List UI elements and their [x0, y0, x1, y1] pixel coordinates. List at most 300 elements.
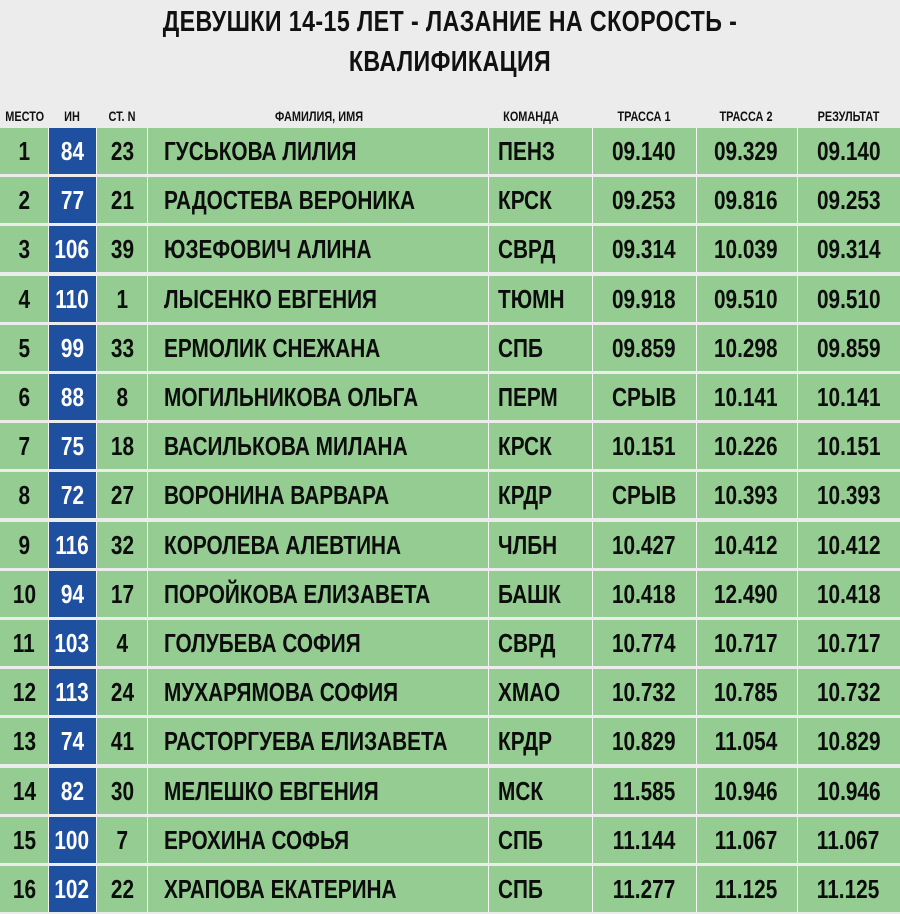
athlete-name-cell	[150, 177, 488, 223]
athlete-name-cell	[150, 226, 488, 272]
place-cell	[0, 325, 48, 371]
column-divider	[592, 128, 593, 174]
column-divider	[48, 768, 49, 814]
column-divider	[797, 423, 798, 469]
place-cell-text: 8	[18, 480, 30, 510]
table-row	[0, 128, 900, 174]
column-divider	[147, 571, 148, 617]
column-divider	[696, 177, 697, 223]
result-cell-text: 11.125	[817, 874, 880, 904]
place-cell-text: 2	[18, 185, 30, 215]
track2-time-cell	[696, 276, 796, 322]
start-number-cell-text: 4	[116, 628, 128, 658]
result-cell-text: 10.732	[816, 677, 881, 707]
team-cell	[492, 669, 586, 715]
column-divider	[48, 718, 49, 764]
track1-time-cell-text: СРЫВ	[611, 382, 677, 412]
team-cell	[492, 128, 586, 174]
track1-time-cell-text: 10.151	[612, 431, 676, 461]
column-divider	[48, 669, 49, 715]
column-divider	[696, 325, 697, 371]
track2-time-cell-text: 10.785	[714, 677, 778, 707]
id-number-cell	[48, 522, 96, 568]
team-cell	[492, 817, 586, 863]
table-row	[0, 423, 900, 469]
column-divider	[797, 571, 798, 617]
column-divider	[488, 128, 489, 174]
athlete-name-cell-text: РАСТОРГУЕВА ЕЛИЗАВЕТА	[164, 726, 448, 756]
track2-time-cell-text: 10.717	[714, 628, 778, 658]
column-divider	[592, 522, 593, 568]
column-divider	[48, 472, 49, 518]
track1-time-cell-text: 09.859	[612, 333, 676, 363]
column-divider	[488, 472, 489, 518]
table-row	[0, 374, 900, 420]
column-divider	[696, 522, 697, 568]
start-number-cell-text: 39	[110, 234, 134, 264]
place-cell	[0, 276, 48, 322]
track2-time-cell-text: 10.039	[714, 234, 778, 264]
place-cell-text: 13	[12, 726, 36, 756]
column-divider	[592, 718, 593, 764]
athlete-name-cell	[150, 472, 488, 518]
column-divider	[797, 325, 798, 371]
track2-time-cell	[696, 374, 796, 420]
column-divider	[592, 226, 593, 272]
track1-time-cell	[592, 620, 696, 666]
column-divider	[696, 718, 697, 764]
place-cell-text: 12	[12, 677, 36, 707]
id-number-cell-text: 84	[60, 136, 84, 166]
start-number-cell	[97, 620, 147, 666]
header-team: КОМАНДА	[503, 108, 559, 124]
track1-time-cell	[592, 276, 696, 322]
place-cell-text: 6	[18, 382, 30, 412]
column-divider	[592, 866, 593, 912]
column-divider	[147, 226, 148, 272]
start-number-cell-text: 27	[110, 480, 134, 510]
start-number-cell	[97, 226, 147, 272]
track1-time-cell	[592, 325, 696, 371]
table-row	[0, 669, 900, 715]
column-divider	[96, 522, 97, 568]
id-number-cell	[48, 571, 96, 617]
column-divider	[488, 276, 489, 322]
track1-time-cell	[592, 817, 696, 863]
team-cell-text: БАШК	[498, 579, 561, 609]
header-track1: ТРАССА 1	[617, 108, 671, 124]
team-cell-text: СПБ	[498, 333, 543, 363]
column-divider	[797, 768, 798, 814]
place-cell-text: 11	[13, 628, 35, 658]
column-divider	[797, 177, 798, 223]
table-row	[0, 866, 900, 912]
table-row	[0, 325, 900, 371]
result-cell-text: 11.067	[817, 825, 880, 855]
athlete-name-cell	[150, 718, 488, 764]
column-divider	[96, 423, 97, 469]
track2-time-cell-text: 10.298	[714, 333, 778, 363]
id-number-cell	[48, 817, 96, 863]
column-divider	[696, 423, 697, 469]
place-cell	[0, 472, 48, 518]
team-cell	[492, 472, 586, 518]
table-row	[0, 472, 900, 518]
column-divider	[592, 817, 593, 863]
track1-time-cell-text: 11.144	[612, 825, 676, 855]
team-cell	[492, 226, 586, 272]
track2-time-cell-text: 10.226	[714, 431, 778, 461]
column-divider	[797, 620, 798, 666]
column-divider	[696, 226, 697, 272]
athlete-name-cell-text: ПОРОЙКОВА ЕЛИЗАВЕТА	[164, 579, 431, 609]
track1-time-cell-text: 09.253	[612, 185, 676, 215]
result-cell-text: 10.946	[816, 776, 881, 806]
place-cell	[0, 866, 48, 912]
track1-time-cell-text: 10.774	[612, 628, 676, 658]
column-divider	[48, 866, 49, 912]
athlete-name-cell-text: МОГИЛЬНИКОВА ОЛЬГА	[164, 382, 419, 412]
team-cell-text: ЧЛБН	[498, 530, 558, 560]
track1-time-cell	[592, 571, 696, 617]
column-divider	[696, 866, 697, 912]
header-track2: ТРАССА 2	[719, 108, 773, 124]
athlete-name-cell-text: ВОРОНИНА ВАРВАРА	[164, 480, 390, 510]
table-row	[0, 571, 900, 617]
track2-time-cell-text: 09.816	[714, 185, 778, 215]
column-divider	[48, 817, 49, 863]
track1-time-cell-text: 10.829	[612, 726, 676, 756]
table-row	[0, 522, 900, 568]
column-divider	[147, 768, 148, 814]
column-divider	[96, 768, 97, 814]
result-cell	[797, 128, 900, 174]
track2-time-cell	[696, 472, 796, 518]
id-number-cell-text: 94	[60, 579, 84, 609]
place-cell	[0, 768, 48, 814]
team-cell-text: КРСК	[498, 431, 552, 461]
result-cell	[797, 817, 900, 863]
id-number-cell-text: 100	[54, 825, 90, 855]
result-cell	[797, 423, 900, 469]
team-cell	[492, 571, 586, 617]
athlete-name-cell	[150, 620, 488, 666]
column-divider	[96, 276, 97, 322]
result-cell	[797, 374, 900, 420]
header-result: РЕЗУЛЬТАТ	[817, 108, 880, 124]
result-cell-text: 09.253	[816, 185, 881, 215]
athlete-name-cell	[150, 522, 488, 568]
place-cell	[0, 571, 48, 617]
column-divider	[696, 374, 697, 420]
column-divider	[96, 226, 97, 272]
track1-time-cell	[592, 669, 696, 715]
id-number-cell	[48, 177, 96, 223]
place-cell	[0, 669, 48, 715]
athlete-name-cell-text: ЛЫСЕНКО ЕВГЕНИЯ	[164, 284, 378, 314]
place-cell	[0, 226, 48, 272]
column-divider	[797, 374, 798, 420]
start-number-cell	[97, 718, 147, 764]
athlete-name-cell	[150, 817, 488, 863]
track2-time-cell	[696, 718, 796, 764]
place-cell-text: 4	[18, 284, 30, 314]
track1-time-cell-text: 10.427	[612, 530, 676, 560]
result-cell	[797, 522, 900, 568]
column-divider	[48, 177, 49, 223]
column-divider	[147, 423, 148, 469]
track2-time-cell	[696, 226, 796, 272]
column-divider	[96, 374, 97, 420]
id-number-cell-text: 75	[60, 431, 84, 461]
column-divider	[147, 718, 148, 764]
place-cell	[0, 423, 48, 469]
column-divider	[48, 620, 49, 666]
table-header	[0, 105, 900, 127]
start-number-cell-text: 30	[110, 776, 134, 806]
team-cell	[492, 374, 586, 420]
result-cell-text: 09.314	[816, 234, 881, 264]
start-number-cell	[97, 177, 147, 223]
header-start-number: СТ. N	[108, 108, 136, 124]
track1-time-cell-text: 10.732	[612, 677, 676, 707]
track1-time-cell	[592, 472, 696, 518]
track2-time-cell	[696, 423, 796, 469]
column-divider	[696, 817, 697, 863]
column-divider	[592, 669, 593, 715]
track1-time-cell-text: 10.418	[612, 579, 676, 609]
header-name: ФАМИЛИЯ, ИМЯ	[274, 108, 364, 124]
athlete-name-cell	[150, 669, 488, 715]
column-divider	[48, 226, 49, 272]
id-number-cell	[48, 472, 96, 518]
column-divider	[488, 817, 489, 863]
id-number-cell-text: 72	[60, 480, 84, 510]
result-cell	[797, 620, 900, 666]
column-divider	[488, 423, 489, 469]
place-cell-text: 7	[18, 431, 30, 461]
track1-time-cell-text: 11.277	[612, 874, 676, 904]
start-number-cell-text: 32	[110, 530, 134, 560]
start-number-cell	[97, 522, 147, 568]
result-cell	[797, 571, 900, 617]
column-divider	[592, 423, 593, 469]
track1-time-cell	[592, 423, 696, 469]
place-cell-text: 16	[12, 874, 36, 904]
place-cell	[0, 718, 48, 764]
result-cell-text: 09.510	[816, 284, 881, 314]
track2-time-cell-text: 10.412	[714, 530, 778, 560]
table-row	[0, 276, 900, 322]
column-divider	[592, 768, 593, 814]
column-divider	[147, 177, 148, 223]
athlete-name-cell-text: КОРОЛЕВА АЛЕВТИНА	[164, 530, 402, 560]
team-cell-text: КРДР	[498, 480, 552, 510]
start-number-cell-text: 24	[110, 677, 134, 707]
team-cell	[492, 620, 586, 666]
track2-time-cell-text: 12.490	[714, 579, 778, 609]
column-divider	[48, 374, 49, 420]
track1-time-cell	[592, 177, 696, 223]
id-number-cell-text: 113	[55, 677, 89, 707]
column-divider	[96, 718, 97, 764]
id-number-cell-text: 103	[54, 628, 90, 658]
start-number-cell	[97, 128, 147, 174]
place-cell-text: 3	[18, 234, 30, 264]
track2-time-cell-text: 10.393	[714, 480, 778, 510]
start-number-cell-text: 33	[110, 333, 134, 363]
id-number-cell	[48, 866, 96, 912]
athlete-name-cell-text: ХРАПОВА ЕКАТЕРИНА	[164, 874, 397, 904]
track2-time-cell-text: 10.141	[714, 382, 778, 412]
id-number-cell	[48, 423, 96, 469]
column-divider	[797, 669, 798, 715]
track2-time-cell	[696, 866, 796, 912]
athlete-name-cell	[150, 866, 488, 912]
id-number-cell-text: 106	[54, 234, 90, 264]
column-divider	[48, 325, 49, 371]
place-cell-text: 15	[12, 825, 36, 855]
result-cell-text: 10.418	[816, 579, 881, 609]
track2-time-cell-text: 11.067	[714, 825, 778, 855]
team-cell	[492, 768, 586, 814]
athlete-name-cell-text: ГУСЬКОВА ЛИЛИЯ	[164, 136, 357, 166]
team-cell	[492, 325, 586, 371]
start-number-cell-text: 8	[116, 382, 128, 412]
column-divider	[147, 669, 148, 715]
team-cell	[492, 718, 586, 764]
table-row	[0, 768, 900, 814]
start-number-cell-text: 7	[116, 825, 128, 855]
place-cell	[0, 620, 48, 666]
track2-time-cell	[696, 620, 796, 666]
start-number-cell	[97, 423, 147, 469]
start-number-cell	[97, 669, 147, 715]
result-cell-text: 10.412	[816, 530, 881, 560]
id-number-cell	[48, 325, 96, 371]
track1-time-cell	[592, 226, 696, 272]
place-cell-text: 1	[18, 136, 30, 166]
table-row	[0, 226, 900, 272]
result-cell-text: 09.859	[816, 333, 881, 363]
column-divider	[797, 522, 798, 568]
team-cell-text: ТЮМН	[498, 284, 565, 314]
column-divider	[147, 374, 148, 420]
id-number-cell	[48, 226, 96, 272]
start-number-cell	[97, 325, 147, 371]
column-divider	[696, 620, 697, 666]
athlete-name-cell	[150, 423, 488, 469]
team-cell	[492, 276, 586, 322]
place-cell-text: 14	[12, 776, 36, 806]
athlete-name-cell	[150, 768, 488, 814]
id-number-cell-text: 74	[60, 726, 84, 756]
team-cell-text: СПБ	[498, 825, 543, 855]
team-cell-text: СПБ	[498, 874, 543, 904]
column-divider	[797, 276, 798, 322]
athlete-name-cell	[150, 276, 488, 322]
id-number-cell	[48, 620, 96, 666]
header-place: МЕСТО	[5, 108, 45, 124]
column-divider	[592, 620, 593, 666]
column-divider	[797, 472, 798, 518]
column-divider	[797, 128, 798, 174]
result-cell-text: 10.393	[816, 480, 881, 510]
id-number-cell-text: 82	[60, 776, 84, 806]
column-divider	[96, 620, 97, 666]
column-divider	[488, 177, 489, 223]
result-cell	[797, 177, 900, 223]
column-divider	[696, 128, 697, 174]
column-divider	[488, 620, 489, 666]
track1-time-cell-text: 11.585	[612, 776, 676, 806]
column-divider	[592, 325, 593, 371]
start-number-cell-text: 1	[116, 284, 128, 314]
table-row	[0, 718, 900, 764]
column-divider	[797, 817, 798, 863]
athlete-name-cell-text: ЕРОХИНА СОФЬЯ	[164, 825, 350, 855]
result-cell-text: 10.717	[816, 628, 881, 658]
column-divider	[592, 177, 593, 223]
start-number-cell-text: 18	[110, 431, 134, 461]
team-cell-text: КРДР	[498, 726, 552, 756]
team-cell-text: ХМАО	[498, 677, 561, 707]
column-divider	[696, 571, 697, 617]
column-divider	[488, 571, 489, 617]
result-cell	[797, 669, 900, 715]
team-cell	[492, 177, 586, 223]
table-row	[0, 817, 900, 863]
track2-time-cell	[696, 177, 796, 223]
id-number-cell	[48, 669, 96, 715]
athlete-name-cell	[150, 571, 488, 617]
column-divider	[48, 522, 49, 568]
track1-time-cell	[592, 718, 696, 764]
id-number-cell-text: 88	[60, 382, 84, 412]
column-divider	[488, 718, 489, 764]
start-number-cell	[97, 866, 147, 912]
column-divider	[96, 325, 97, 371]
id-number-cell-text: 102	[54, 874, 90, 904]
page-title: ДЕВУШКИ 14-15 ЛЕТ - ЛАЗАНИЕ НА СКОРОСТЬ - КВАЛИФИКАЦИЯ	[162, 6, 738, 78]
track1-time-cell	[592, 128, 696, 174]
start-number-cell	[97, 571, 147, 617]
header-id: ИН	[64, 108, 80, 124]
column-divider	[488, 226, 489, 272]
place-cell-text: 9	[18, 530, 30, 560]
column-divider	[48, 423, 49, 469]
team-cell-text: ПЕНЗ	[498, 136, 555, 166]
column-divider	[797, 866, 798, 912]
athlete-name-cell-text: ЕРМОЛИК СНЕЖАНА	[164, 333, 381, 363]
team-cell-text: КРСК	[498, 185, 552, 215]
column-divider	[147, 276, 148, 322]
athlete-name-cell-text: ВАСИЛЬКОВА МИЛАНА	[164, 431, 408, 461]
track2-time-cell	[696, 128, 796, 174]
column-divider	[592, 374, 593, 420]
result-cell	[797, 325, 900, 371]
place-cell-text: 5	[18, 333, 30, 363]
id-number-cell	[48, 768, 96, 814]
result-cell-text: 10.829	[816, 726, 881, 756]
column-divider	[147, 325, 148, 371]
column-divider	[696, 276, 697, 322]
column-divider	[488, 374, 489, 420]
column-divider	[48, 276, 49, 322]
start-number-cell	[97, 768, 147, 814]
track1-time-cell	[592, 522, 696, 568]
column-divider	[696, 768, 697, 814]
